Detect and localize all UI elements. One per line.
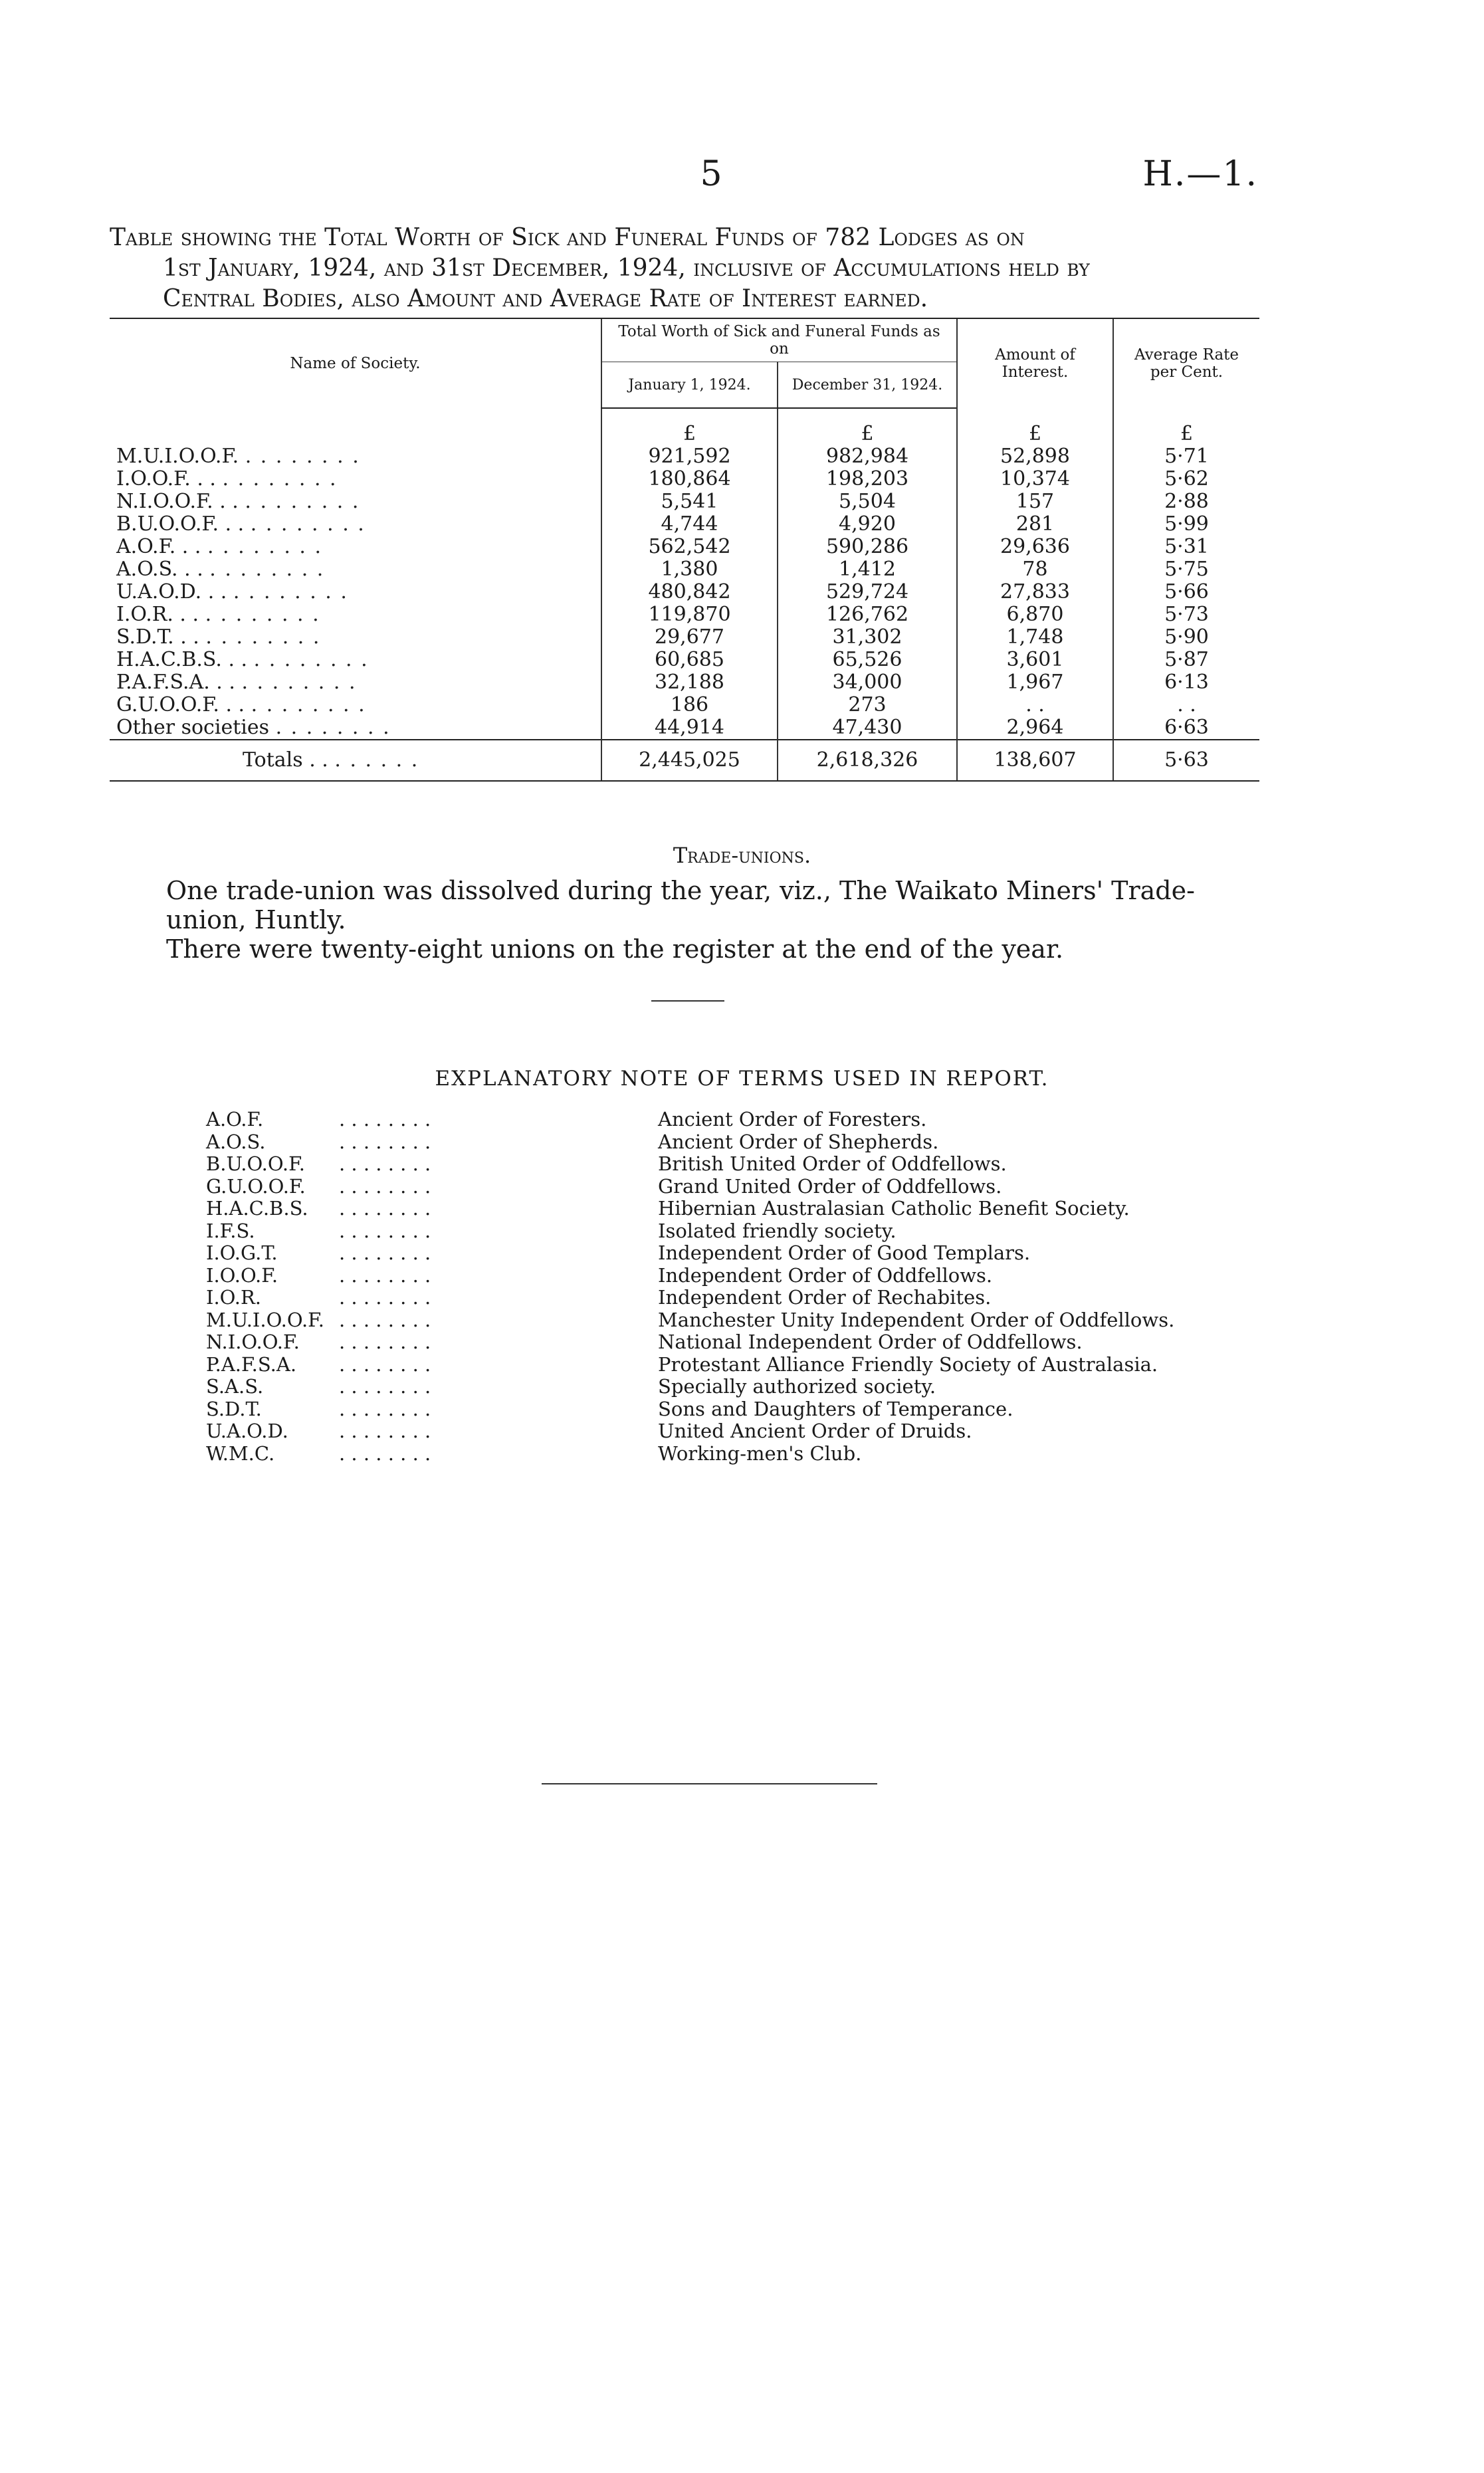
jan-value: 60,685 bbox=[601, 649, 778, 671]
leader-dots: . . . . . . . . bbox=[209, 558, 325, 581]
leader-dots: . . . . . . . . bbox=[339, 1352, 431, 1376]
jan-value: 32,188 bbox=[601, 671, 778, 694]
glossary-item bbox=[206, 1331, 1174, 1354]
unit-dec: £ bbox=[778, 408, 957, 445]
interest-value: 1,967 bbox=[957, 671, 1113, 694]
glossary-term: National Independent Order of Oddfellows. bbox=[658, 1331, 1083, 1353]
explanatory-note-heading: EXPLANATORY NOTE OF TERMS USED IN REPORT. bbox=[435, 1067, 1049, 1091]
glossary-term: Protestant Alliance Friendly Society of Australasia. bbox=[658, 1352, 1158, 1376]
total-jan: 2,445,025 bbox=[601, 740, 778, 781]
glossary-abbr: A.O.F. bbox=[206, 1108, 264, 1130]
table-row bbox=[110, 490, 1259, 513]
leader-dots: . . . . . . . . bbox=[250, 512, 366, 536]
rate-value: 6·13 bbox=[1113, 671, 1259, 694]
dec-value: 273 bbox=[778, 694, 957, 716]
leader-dots: . . . . . . . . bbox=[339, 1130, 431, 1153]
table-row bbox=[110, 671, 1259, 694]
society-name: I.O.R. . . bbox=[116, 603, 199, 626]
leader-dots: . . . . . . . . bbox=[251, 693, 366, 716]
glossary-term: Independent Order of Good Templars. bbox=[658, 1241, 1031, 1264]
trade-unions-heading: Trade-unions. bbox=[673, 843, 811, 868]
header-rate: Average Rate per Cent. bbox=[1113, 318, 1259, 408]
table-row bbox=[110, 716, 1259, 740]
interest-value: 3,601 bbox=[957, 649, 1113, 671]
leader-dots: . . . . . . . . bbox=[222, 467, 338, 490]
society-name: S.D.T. . . bbox=[116, 625, 199, 649]
glossary-abbr: N.I.O.O.F. bbox=[206, 1331, 300, 1353]
glossary-abbr: W.M.C. bbox=[206, 1442, 275, 1465]
totals-row bbox=[110, 740, 1259, 781]
leader-dots: . . . . . . . . bbox=[233, 580, 348, 603]
interest-value: 2,964 bbox=[957, 716, 1113, 740]
page-number: 5 bbox=[700, 154, 722, 194]
table-row bbox=[110, 536, 1259, 558]
jan-value: 562,542 bbox=[601, 536, 778, 558]
rate-value: 5·62 bbox=[1113, 468, 1259, 490]
glossary-list bbox=[206, 1109, 1174, 1465]
leader-dots: . . . . . . . . bbox=[339, 1197, 431, 1220]
table-row bbox=[110, 626, 1259, 649]
unit-jan: £ bbox=[601, 408, 778, 445]
glossary-abbr: I.O.G.T. bbox=[206, 1241, 278, 1264]
glossary-item bbox=[206, 1309, 1174, 1332]
total-interest: 138,607 bbox=[957, 740, 1113, 781]
leader-dots: . . . . . . . . bbox=[339, 1331, 431, 1353]
table-row bbox=[110, 558, 1259, 581]
glossary-item bbox=[206, 1354, 1174, 1376]
funds-table bbox=[110, 318, 1259, 782]
leader-dots: . . . . . . . . bbox=[339, 1108, 431, 1130]
leader-dots: . . . . . . . . bbox=[339, 1308, 431, 1331]
glossary-item bbox=[206, 1443, 1174, 1465]
table-row bbox=[110, 445, 1259, 468]
glossary-abbr: G.U.O.O.F. bbox=[206, 1174, 306, 1198]
page-reference: H.—1. bbox=[1142, 154, 1258, 194]
society-name: G.U.O.O.F. . . bbox=[116, 693, 245, 716]
glossary-term: Isolated friendly society. bbox=[658, 1219, 897, 1242]
table-row bbox=[110, 694, 1259, 716]
header-society-name: Name of Society. bbox=[110, 318, 601, 408]
jan-value: 4,744 bbox=[601, 513, 778, 536]
dec-value: 529,724 bbox=[778, 581, 957, 603]
interest-value: 10,374 bbox=[957, 468, 1113, 490]
header-january: January 1, 1924. bbox=[601, 362, 778, 409]
interest-value: 29,636 bbox=[957, 536, 1113, 558]
table-row bbox=[110, 603, 1259, 626]
glossary-item bbox=[206, 1420, 1174, 1443]
glossary-item bbox=[206, 1220, 1174, 1243]
society-name: M.U.I.O.O.F. bbox=[116, 445, 239, 468]
glossary-abbr: S.A.S. bbox=[206, 1375, 264, 1398]
leader-dots: . . . . . . . . bbox=[275, 716, 391, 739]
dec-value: 198,203 bbox=[778, 468, 957, 490]
leader-dots: . . . . . . . . bbox=[339, 1286, 431, 1309]
glossary-abbr: B.U.O.O.F. bbox=[206, 1152, 305, 1175]
rate-value: 5·99 bbox=[1113, 513, 1259, 536]
leader-dots: . . . . . . . . bbox=[339, 1263, 431, 1287]
leader-dots: . . . . . . . . bbox=[339, 1174, 431, 1198]
glossary-term: Ancient Order of Foresters. bbox=[658, 1108, 927, 1130]
glossary-term: Ancient Order of Shepherds. bbox=[658, 1130, 939, 1153]
society-name: I.O.O.F. . . bbox=[116, 467, 216, 490]
dec-value: 47,430 bbox=[778, 716, 957, 740]
glossary-abbr: A.O.S. bbox=[206, 1130, 266, 1153]
units-row bbox=[110, 408, 1259, 445]
dec-value: 982,984 bbox=[778, 445, 957, 468]
glossary-item bbox=[206, 1242, 1174, 1265]
glossary-abbr: I.F.S. bbox=[206, 1219, 255, 1242]
interest-value: 52,898 bbox=[957, 445, 1113, 468]
jan-value: 119,870 bbox=[601, 603, 778, 626]
total-rate: 5·63 bbox=[1113, 740, 1259, 781]
table-row bbox=[110, 513, 1259, 536]
dec-value: 5,504 bbox=[778, 490, 957, 513]
table-title-line-1: Table showing the Total Worth of Sick and Funeral Funds of 782 Lodges as on bbox=[110, 224, 1025, 251]
glossary-abbr: M.U.I.O.O.F. bbox=[206, 1308, 324, 1331]
header-total-worth: Total Worth of Sick and Funeral Funds as on bbox=[601, 318, 957, 362]
glossary-term: Sons and Daughters of Temperance. bbox=[658, 1397, 1013, 1420]
dec-value: 34,000 bbox=[778, 671, 957, 694]
leader-dots: . . . . . . . . bbox=[339, 1152, 431, 1175]
interest-value: 281 bbox=[957, 513, 1113, 536]
glossary-abbr: H.A.C.B.S. bbox=[206, 1197, 308, 1220]
society-name: A.O.S. . . bbox=[116, 558, 203, 581]
leader-dots: . . . . . . . . bbox=[245, 490, 360, 513]
dec-value: 65,526 bbox=[778, 649, 957, 671]
leader-dots: . . . . . . . . bbox=[339, 1241, 431, 1264]
leader-dots: . . . . . . . . bbox=[339, 1442, 431, 1465]
jan-value: 1,380 bbox=[601, 558, 778, 581]
jan-value: 5,541 bbox=[601, 490, 778, 513]
society-name: B.U.O.O.F. . . bbox=[116, 512, 245, 536]
interest-value: 157 bbox=[957, 490, 1113, 513]
glossary-item bbox=[206, 1265, 1174, 1287]
glossary-abbr: U.A.O.D. bbox=[206, 1420, 288, 1442]
glossary-abbr: I.O.O.F. bbox=[206, 1263, 278, 1287]
rate-value: 2·88 bbox=[1113, 490, 1259, 513]
rate-value: 5·66 bbox=[1113, 581, 1259, 603]
table-row bbox=[110, 468, 1259, 490]
leader-dots: . . . . . . bbox=[334, 748, 419, 772]
leader-dots: . . . . . . . . bbox=[245, 445, 360, 468]
glossary-term: Independent Order of Oddfellows. bbox=[658, 1263, 993, 1287]
interest-value: 78 bbox=[957, 558, 1113, 581]
dec-value: 590,286 bbox=[778, 536, 957, 558]
leader-dots: . . . . . . . . bbox=[339, 1375, 431, 1398]
society-name: N.I.O.O.F. . . bbox=[116, 490, 239, 513]
trade-unions-paragraph bbox=[166, 876, 1269, 964]
rate-value: 6·63 bbox=[1113, 716, 1259, 740]
glossary-item bbox=[206, 1109, 1174, 1131]
trade-unions-line-1: One trade-union was dissolved during the year, viz., The Waikato Miners' Trade-union, Huntly. bbox=[166, 876, 1195, 934]
jan-value: 29,677 bbox=[601, 626, 778, 649]
rate-value: . . bbox=[1113, 694, 1259, 716]
glossary-item bbox=[206, 1198, 1174, 1220]
glossary-term: Specially authorized society. bbox=[658, 1375, 936, 1398]
rate-value: 5·75 bbox=[1113, 558, 1259, 581]
glossary-item bbox=[206, 1153, 1174, 1176]
society-name: H.A.C.B.S. . . bbox=[116, 648, 248, 671]
leader-dots: . . . . . . . . bbox=[205, 625, 321, 649]
leader-dots: . . . . . . . . bbox=[253, 648, 369, 671]
interest-value: 6,870 bbox=[957, 603, 1113, 626]
rate-value: 5·31 bbox=[1113, 536, 1259, 558]
dec-value: 1,412 bbox=[778, 558, 957, 581]
jan-value: 480,842 bbox=[601, 581, 778, 603]
totals-label: Totals . . bbox=[243, 748, 328, 772]
society-name: Other societies bbox=[116, 716, 270, 739]
glossary-term: Grand United Order of Oddfellows. bbox=[658, 1174, 1002, 1198]
interest-value: 27,833 bbox=[957, 581, 1113, 603]
table-title bbox=[110, 223, 1266, 314]
unit-interest: £ bbox=[957, 408, 1113, 445]
glossary-item bbox=[206, 1176, 1174, 1198]
rate-value: 5·71 bbox=[1113, 445, 1259, 468]
trade-unions-line-2: There were twenty-eight unions on the register at the end of the year. bbox=[166, 934, 1064, 964]
table-title-line-3: Central Bodies, also Amount and Average Rate of Interest earned. bbox=[163, 285, 928, 312]
glossary-abbr: S.D.T. bbox=[206, 1397, 262, 1420]
society-name: A.O.F. . . bbox=[116, 535, 201, 558]
dec-value: 126,762 bbox=[778, 603, 957, 626]
jan-value: 44,914 bbox=[601, 716, 778, 740]
leader-dots: . . . . . . . . bbox=[339, 1219, 431, 1242]
glossary-abbr: I.O.R. bbox=[206, 1286, 262, 1309]
leader-dots: . . . . . . . . bbox=[339, 1420, 431, 1442]
glossary-abbr: P.A.F.S.A. bbox=[206, 1352, 297, 1376]
table-row bbox=[110, 581, 1259, 603]
leader-dots: . . . . . . . . bbox=[241, 671, 357, 694]
glossary-term: Working-men's Club. bbox=[658, 1442, 862, 1465]
total-dec: 2,618,326 bbox=[778, 740, 957, 781]
glossary-term: Manchester Unity Independent Order of Oddfellows. bbox=[658, 1308, 1175, 1331]
glossary-term: United Ancient Order of Druids. bbox=[658, 1420, 972, 1442]
rate-value: 5·73 bbox=[1113, 603, 1259, 626]
jan-value: 186 bbox=[601, 694, 778, 716]
interest-value: 1,748 bbox=[957, 626, 1113, 649]
society-name: U.A.O.D. . . bbox=[116, 580, 227, 603]
header-interest: Amount of Interest. bbox=[957, 318, 1113, 408]
leader-dots: . . . . . . . . bbox=[207, 535, 322, 558]
glossary-term: Hibernian Australasian Catholic Benefit Society. bbox=[658, 1197, 1130, 1220]
interest-value: . . bbox=[957, 694, 1113, 716]
leader-dots: . . . . . . . . bbox=[339, 1397, 431, 1420]
glossary-term: British United Order of Oddfellows. bbox=[658, 1152, 1007, 1175]
jan-value: 180,864 bbox=[601, 468, 778, 490]
leader-dots: . . . . . . . . bbox=[205, 603, 320, 626]
unit-rate: £ bbox=[1113, 408, 1259, 445]
rate-value: 5·90 bbox=[1113, 626, 1259, 649]
table-row bbox=[110, 649, 1259, 671]
jan-value: 921,592 bbox=[601, 445, 778, 468]
glossary-item bbox=[206, 1131, 1174, 1154]
table-title-line-2: 1st January, 1924, and 31st December, 1924, inclusive of Accumulations held by bbox=[163, 255, 1090, 282]
society-name: P.A.F.S.A. . . bbox=[116, 671, 235, 694]
glossary-item bbox=[206, 1376, 1174, 1398]
dec-value: 31,302 bbox=[778, 626, 957, 649]
glossary-item bbox=[206, 1398, 1174, 1421]
end-rule bbox=[542, 1783, 877, 1784]
rate-value: 5·87 bbox=[1113, 649, 1259, 671]
glossary-term: Independent Order of Rechabites. bbox=[658, 1286, 992, 1309]
glossary-item bbox=[206, 1287, 1174, 1309]
header-december: December 31, 1924. bbox=[778, 362, 957, 409]
section-divider bbox=[651, 1000, 724, 1002]
dec-value: 4,920 bbox=[778, 513, 957, 536]
